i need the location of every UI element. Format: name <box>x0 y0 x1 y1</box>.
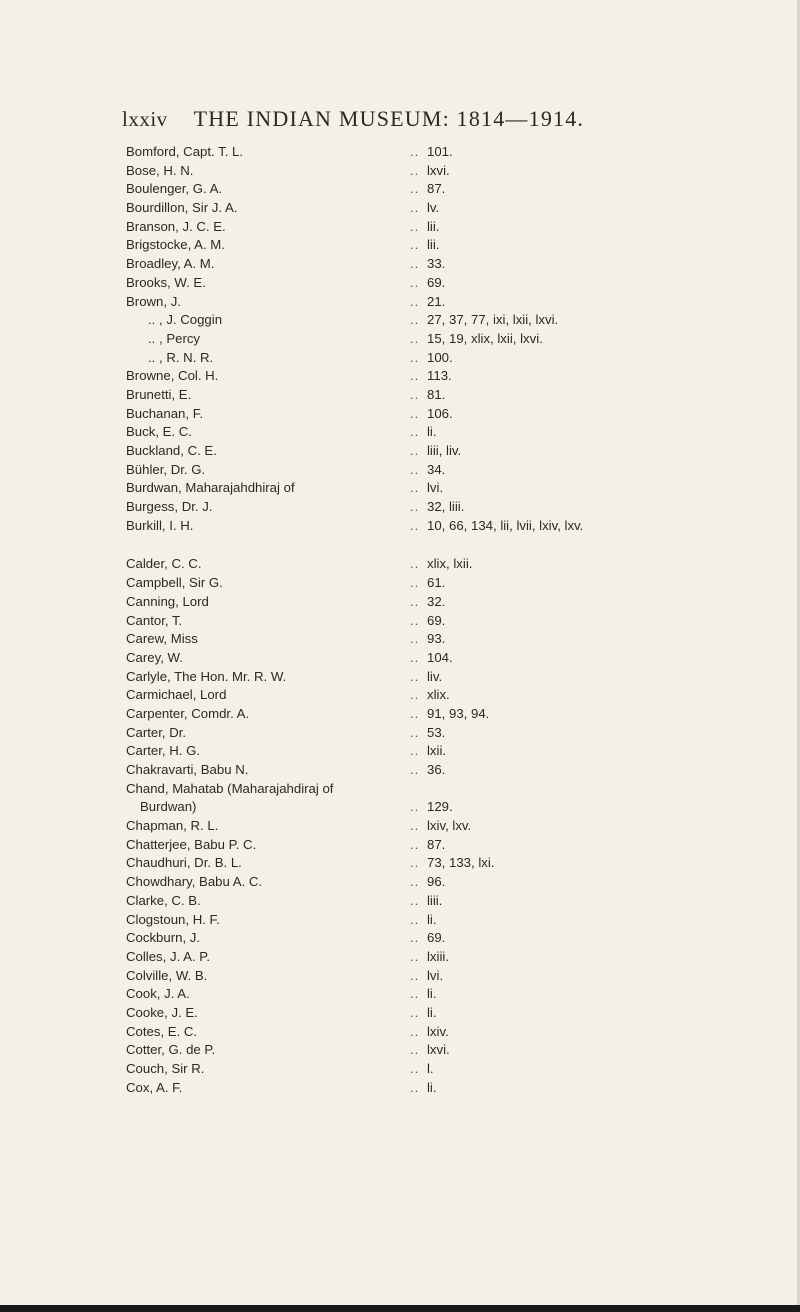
entry-pages: 53. <box>427 724 446 740</box>
entry-name: Cooke, J. E. <box>126 1004 198 1020</box>
entry-pages: 81. <box>427 386 446 402</box>
entry-pages: 129. <box>427 799 453 815</box>
entry-pages: lxiv. <box>427 1023 449 1039</box>
index-entry <box>126 1023 798 1042</box>
entry-name: Brown, J. <box>126 293 181 309</box>
index-entry <box>126 854 798 873</box>
index-entry <box>126 236 798 255</box>
index-entry <box>126 218 798 237</box>
entry-name: Bourdillon, Sir J. A. <box>126 200 238 216</box>
index-entry <box>126 1079 798 1098</box>
index-entry <box>126 349 798 368</box>
leader-dots: .. <box>410 612 420 628</box>
index-entry <box>126 180 798 199</box>
index-entry <box>126 668 798 687</box>
index-entry <box>126 686 798 705</box>
entry-pages: lvi. <box>427 480 444 496</box>
index-entry <box>126 199 798 218</box>
entry-name: Buckland, C. E. <box>126 443 217 458</box>
index-entry <box>126 742 798 761</box>
entry-pages: l. <box>427 1061 434 1076</box>
entry-pages: xlix, lxii. <box>427 556 473 572</box>
leader-dots: .. <box>410 967 420 983</box>
entry-name: Burkill, I. H. <box>126 517 194 533</box>
entry-name: Branson, J. C. E. <box>126 218 226 234</box>
index-list <box>126 143 798 1097</box>
entry-name: Chowdhary, Babu A. C. <box>126 874 263 890</box>
index-entry <box>126 274 798 293</box>
entry-name: Browne, Col. H. <box>126 368 219 384</box>
leader-dots: .. <box>410 424 420 440</box>
entry-pages: 34. <box>427 461 446 477</box>
leader-dots: .. <box>410 930 420 946</box>
index-entry <box>126 498 798 517</box>
entry-name: .. , J. Coggin <box>148 312 223 328</box>
entry-name: Clogstoun, H. F. <box>126 911 220 927</box>
leader-dots: .. <box>410 799 420 815</box>
leader-dots: .. <box>410 480 420 496</box>
leader-dots: .. <box>410 218 420 234</box>
entry-pages: 33. <box>427 256 446 272</box>
leader-dots: .. <box>410 836 420 852</box>
leader-dots: .. <box>410 274 420 290</box>
entry-pages: liii, liv. <box>427 443 462 458</box>
entry-pages: 21. <box>427 293 446 309</box>
index-entry <box>126 311 798 330</box>
entry-name: Carey, W. <box>126 649 183 665</box>
leader-dots: .. <box>410 705 420 721</box>
index-entry <box>126 293 798 312</box>
entry-name: .. , R. N. R. <box>148 349 214 365</box>
entry-pages: xlix. <box>427 687 450 703</box>
leader-dots: .. <box>410 855 420 871</box>
leader-dots: .. <box>410 443 420 458</box>
entry-name: Boulenger, G. A. <box>126 181 223 197</box>
entry-name: Cantor, T. <box>126 612 183 628</box>
leader-dots: .. <box>410 724 420 740</box>
leader-dots: .. <box>410 1079 420 1095</box>
leader-dots: .. <box>410 668 420 684</box>
entry-pages: 106. <box>427 405 453 421</box>
index-entry <box>126 162 798 181</box>
entry-pages: 69. <box>427 930 446 946</box>
entry-pages: 69. <box>427 274 446 290</box>
entry-pages: 104. <box>427 649 453 665</box>
entry-pages: 69. <box>427 612 446 628</box>
page-number: lxxiv <box>122 107 168 131</box>
entry-pages: 101. <box>427 144 453 159</box>
entry-name: Chaudhuri, Dr. B. L. <box>126 855 242 871</box>
index-entry <box>126 911 798 930</box>
entry-pages: 36. <box>427 762 446 777</box>
entry-name: Carter, H. G. <box>126 743 201 759</box>
index-entry <box>126 892 798 911</box>
leader-dots: .. <box>410 293 420 309</box>
leader-dots: .. <box>410 499 420 515</box>
index-entry <box>126 442 798 461</box>
entry-name: Cotter, G. de P. <box>126 1042 216 1058</box>
running-head <box>122 106 584 142</box>
leader-dots: .. <box>410 256 420 272</box>
leader-dots: .. <box>410 911 420 927</box>
entry-name: Burdwan) <box>140 799 197 815</box>
index-entry <box>126 873 798 892</box>
leader-dots: .. <box>410 330 420 346</box>
index-entry <box>126 649 798 668</box>
leader-dots: .. <box>410 818 420 834</box>
entry-pages: lxiii. <box>427 948 449 964</box>
entry-name: Couch, Sir R. <box>126 1061 205 1076</box>
leader-dots: .. <box>410 575 420 591</box>
entry-name: Cox, A. F. <box>126 1079 183 1095</box>
entry-pages: li. <box>427 911 437 927</box>
index-section-b <box>126 143 798 535</box>
index-entry <box>126 929 798 948</box>
index-entry <box>126 724 798 743</box>
entry-pages: liv. <box>427 668 443 684</box>
leader-dots: .. <box>410 237 420 253</box>
index-entry <box>126 479 798 498</box>
entry-pages: li. <box>427 424 437 440</box>
entry-pages: li. <box>427 986 437 1002</box>
index-entry <box>126 1041 798 1060</box>
entry-pages: 27, 37, 77, ixi, lxii, lxvi. <box>427 312 559 328</box>
entry-pages: lii. <box>427 237 440 253</box>
entry-pages: 32. <box>427 593 446 609</box>
entry-pages: lxiv, lxv. <box>427 818 472 834</box>
entry-pages: lxii. <box>427 743 447 759</box>
entry-pages: 93. <box>427 631 446 647</box>
leader-dots: .. <box>410 181 420 197</box>
leader-dots: .. <box>410 556 420 572</box>
index-section-c <box>126 555 798 1097</box>
leader-dots: .. <box>410 200 420 216</box>
entry-pages: 61. <box>427 575 446 591</box>
leader-dots: .. <box>410 593 420 609</box>
leader-dots: .. <box>410 386 420 402</box>
leader-dots: .. <box>410 144 420 159</box>
index-entry <box>126 798 798 817</box>
entry-name: Colville, W. B. <box>126 967 208 983</box>
entry-pages: lvi. <box>427 967 444 983</box>
entry-name: Chatterjee, Babu P. C. <box>126 836 257 852</box>
index-entry <box>126 555 798 574</box>
leader-dots: .. <box>410 1061 420 1076</box>
leader-dots: .. <box>410 312 420 328</box>
entry-name: Brooks, W. E. <box>126 274 206 290</box>
leader-dots: .. <box>410 948 420 964</box>
index-entry <box>126 817 798 836</box>
entry-name: Carmichael, Lord <box>126 687 227 703</box>
entry-name: Burgess, Dr. J. <box>126 499 213 515</box>
index-entry <box>126 593 798 612</box>
entry-pages: lxvi. <box>427 1042 450 1058</box>
entry-pages: lii. <box>427 218 440 234</box>
entry-name: .. , Percy <box>148 330 201 346</box>
index-entry <box>126 780 798 799</box>
entry-pages: 87. <box>427 181 446 197</box>
entry-name: Campbell, Sir G. <box>126 575 223 591</box>
entry-name: Brigstocke, A. M. <box>126 237 225 253</box>
index-entry <box>126 255 798 274</box>
entry-name: Broadley, A. M. <box>126 256 215 272</box>
entry-name: Carter, Dr. <box>126 724 187 740</box>
entry-pages: 113. <box>427 368 452 384</box>
entry-pages: 32, liii. <box>427 499 465 515</box>
index-entry <box>126 574 798 593</box>
leader-dots: .. <box>410 1004 420 1020</box>
index-entry <box>126 761 798 780</box>
leader-dots: .. <box>410 762 420 777</box>
entry-pages: 10, 66, 134, lii, lvii, lxiv, lxv. <box>427 517 584 533</box>
index-entry <box>126 143 798 162</box>
entry-pages: 15, 19, xlix, lxii, lxvi. <box>427 330 543 346</box>
leader-dots: .. <box>410 874 420 890</box>
index-entry <box>126 517 798 536</box>
leader-dots: .. <box>410 368 420 384</box>
entry-name: Clarke, C. B. <box>126 892 201 908</box>
entry-name: Chapman, R. L. <box>126 818 219 834</box>
index-entry <box>126 1060 798 1079</box>
entry-name: Buchanan, F. <box>126 405 203 421</box>
index-entry <box>126 836 798 855</box>
index-entry <box>126 630 798 649</box>
entry-name: Calder, C. C. <box>126 556 202 572</box>
leader-dots: .. <box>410 405 420 421</box>
entry-name: Chakravarti, Babu N. <box>126 762 249 777</box>
index-entry <box>126 367 798 386</box>
entry-name: Cockburn, J. <box>126 930 201 946</box>
entry-name: Colles, J. A. P. <box>126 948 211 964</box>
index-entry <box>126 612 798 631</box>
entry-pages: lxvi. <box>427 162 450 178</box>
index-entry <box>126 948 798 967</box>
entry-name: Carlyle, The Hon. Mr. R. W. <box>126 668 287 684</box>
entry-pages: liii. <box>427 892 443 908</box>
leader-dots: .. <box>410 743 420 759</box>
entry-name: Bomford, Capt. T. L. <box>126 144 244 159</box>
leader-dots: .. <box>410 162 420 178</box>
scan-edge-bottom <box>0 1305 800 1312</box>
entry-pages: li. <box>427 1079 437 1095</box>
index-entry <box>126 405 798 424</box>
entry-name: Carew, Miss <box>126 631 198 647</box>
leader-dots: .. <box>410 1023 420 1039</box>
entry-pages: lv. <box>427 200 440 216</box>
entry-name: Carpenter, Comdr. A. <box>126 705 250 721</box>
entry-name: Bühler, Dr. G. <box>126 461 206 477</box>
index-entry <box>126 985 798 1004</box>
index-entry <box>126 967 798 986</box>
entry-pages: 91, 93, 94. <box>427 705 490 721</box>
entry-name: Burdwan, Maharajahdhiraj of <box>126 480 295 496</box>
entry-pages: 73, 133, lxi. <box>427 855 495 871</box>
entry-name: Canning, Lord <box>126 593 209 609</box>
leader-dots: .. <box>410 517 420 533</box>
leader-dots: .. <box>410 461 420 477</box>
entry-name: Cotes, E. C. <box>126 1023 198 1039</box>
entry-name: Chand, Mahatab (Maharajahdiraj of <box>126 780 334 796</box>
entry-name: Buck, E. C. <box>126 424 192 440</box>
index-entry <box>126 705 798 724</box>
entry-name: Bose, H. N. <box>126 162 194 178</box>
index-entry <box>126 330 798 349</box>
entry-pages: 100. <box>427 349 453 365</box>
entry-name: Cook, J. A. <box>126 986 190 1002</box>
leader-dots: .. <box>410 1042 420 1058</box>
section-gap <box>126 535 798 555</box>
entry-pages: 87. <box>427 836 446 852</box>
entry-pages: 96. <box>427 874 446 890</box>
index-entry <box>126 423 798 442</box>
index-entry <box>126 386 798 405</box>
index-entry <box>126 1004 798 1023</box>
running-title: THE INDIAN MUSEUM: 1814—1914. <box>193 106 585 131</box>
index-entry <box>126 461 798 480</box>
leader-dots: .. <box>410 892 420 908</box>
entry-pages: li. <box>427 1004 437 1020</box>
leader-dots: .. <box>410 986 420 1002</box>
leader-dots: .. <box>410 687 420 703</box>
leader-dots: .. <box>410 631 420 647</box>
leader-dots: .. <box>410 349 420 365</box>
leader-dots: .. <box>410 649 420 665</box>
entry-name: Brunetti, E. <box>126 386 192 402</box>
